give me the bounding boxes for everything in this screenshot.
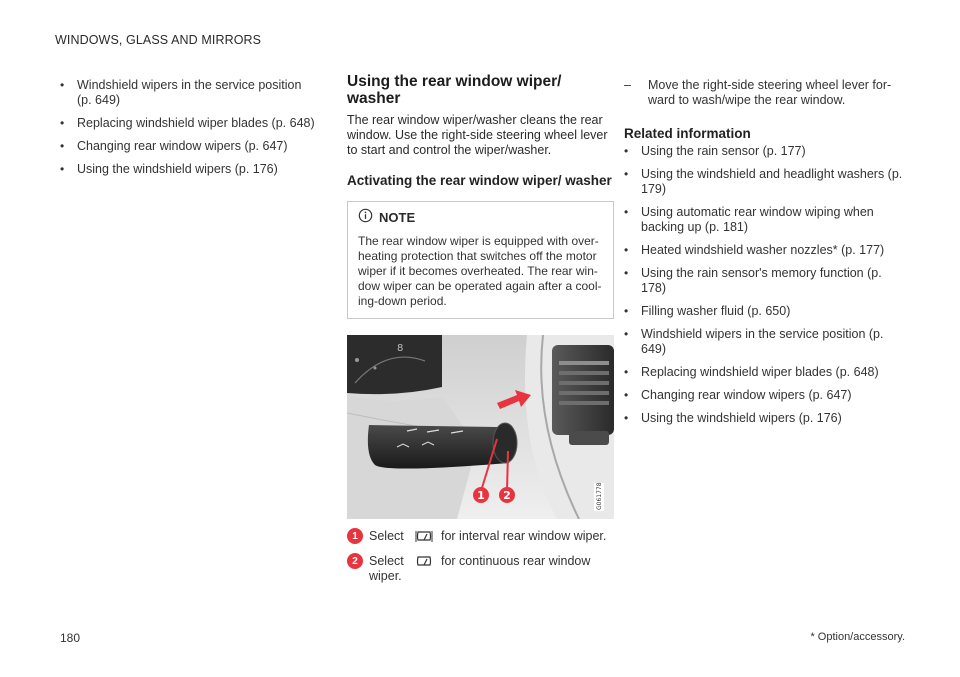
callout-1: 1	[477, 489, 485, 502]
bullet-icon: •	[624, 388, 629, 402]
list-item[interactable]: • Changing rear window wipers (p. 647)	[624, 388, 852, 402]
left-bullet-list	[60, 78, 315, 177]
continuous-wiper-icon	[415, 554, 441, 569]
step-item	[624, 78, 909, 108]
note-text: The rear window wiper is equipped with over-heating protection that switches off the motor wiper if it becomes overheated. The rear win-dow wiper can be operated again after a cool-ing-down period.	[358, 234, 602, 308]
legend-description: for interval rear window wiper.	[441, 529, 607, 543]
middle-column	[347, 73, 615, 594]
list-item[interactable]: • Using the windshield wipers (p. 176)	[60, 162, 278, 176]
bullet-icon: •	[60, 116, 65, 130]
dash-symbol: –	[624, 78, 631, 92]
related-heading: Related information	[624, 126, 751, 141]
wiper-lever-photo	[347, 335, 614, 519]
legend-item-1	[347, 529, 615, 544]
list-item[interactable]: • Using the rain sensor's memory function (p. 178)	[624, 266, 882, 295]
note-label: NOTE	[379, 209, 416, 225]
interval-wiper-icon	[415, 529, 441, 544]
list-item[interactable]: • Replacing windshield wiper blades (p. 648)	[624, 365, 879, 379]
bullet-icon: •	[60, 162, 65, 176]
note-header	[358, 208, 603, 228]
list-item[interactable]: • Replacing windshield wiper blades (p. 648)	[60, 116, 315, 130]
gauge-digit: 8	[397, 343, 404, 354]
bullet-icon: •	[624, 411, 629, 425]
list-item[interactable]: • Windshield wipers in the service position (p. 649)	[624, 327, 884, 356]
step-text: Move the right-side steering wheel lever for-ward to wash/wipe the rear window.	[648, 78, 892, 107]
bullet-icon: •	[624, 144, 629, 158]
legend-description: for continuous rear window	[441, 554, 591, 568]
legend-select-label: Select wiper.	[369, 554, 404, 583]
bullet-icon: •	[60, 78, 65, 92]
info-icon	[358, 208, 373, 226]
legend-select-label: Select	[369, 529, 404, 543]
bullet-icon: •	[624, 243, 629, 257]
list-item[interactable]: • Changing rear window wipers (p. 647)	[60, 139, 288, 153]
right-column	[624, 78, 909, 434]
page-title: Using the rear window wiper/ washer	[347, 73, 562, 107]
subheading: Activating the rear window wiper/ washer	[347, 173, 612, 188]
note-box	[347, 201, 614, 319]
callout-2: 2	[503, 489, 511, 502]
bullet-icon: •	[624, 167, 629, 181]
page-number: 180	[60, 631, 81, 645]
figure-code: G061778	[596, 482, 603, 510]
bullet-icon: •	[624, 304, 629, 318]
bullet-icon: •	[624, 205, 629, 219]
bullet-icon: •	[624, 327, 629, 341]
bullet-icon: •	[60, 139, 65, 153]
left-column	[60, 78, 315, 185]
list-item[interactable]: • Using the rain sensor (p. 177)	[624, 144, 806, 158]
related-list	[624, 144, 909, 426]
section-title: WINDOWS, GLASS AND MIRRORS	[55, 33, 262, 47]
list-item[interactable]: • Using automatic rear window wiping when backing up (p. 181)	[624, 205, 874, 234]
footnote: * Option/accessory.	[810, 631, 905, 643]
intro-paragraph: The rear window wiper/washer cleans the rear window. Use the right-side steering wheel lever to start and control the wiper/washer.	[347, 113, 608, 157]
bullet-icon: •	[624, 365, 629, 379]
list-item[interactable]: • Heated windshield washer nozzles* (p. 177)	[624, 243, 885, 257]
legend-item-2	[347, 554, 615, 584]
legend-number: 1	[347, 528, 363, 544]
bullet-icon: •	[624, 266, 629, 280]
list-item[interactable]: • Filling washer fluid (p. 650)	[624, 304, 791, 318]
legend-number: 2	[347, 553, 363, 569]
list-item[interactable]: • Using the windshield wipers (p. 176)	[624, 411, 842, 425]
list-item[interactable]: • Windshield wipers in the service position (p. 649)	[60, 78, 302, 107]
list-item[interactable]: • Using the windshield and headlight washers (p. 179)	[624, 167, 903, 196]
